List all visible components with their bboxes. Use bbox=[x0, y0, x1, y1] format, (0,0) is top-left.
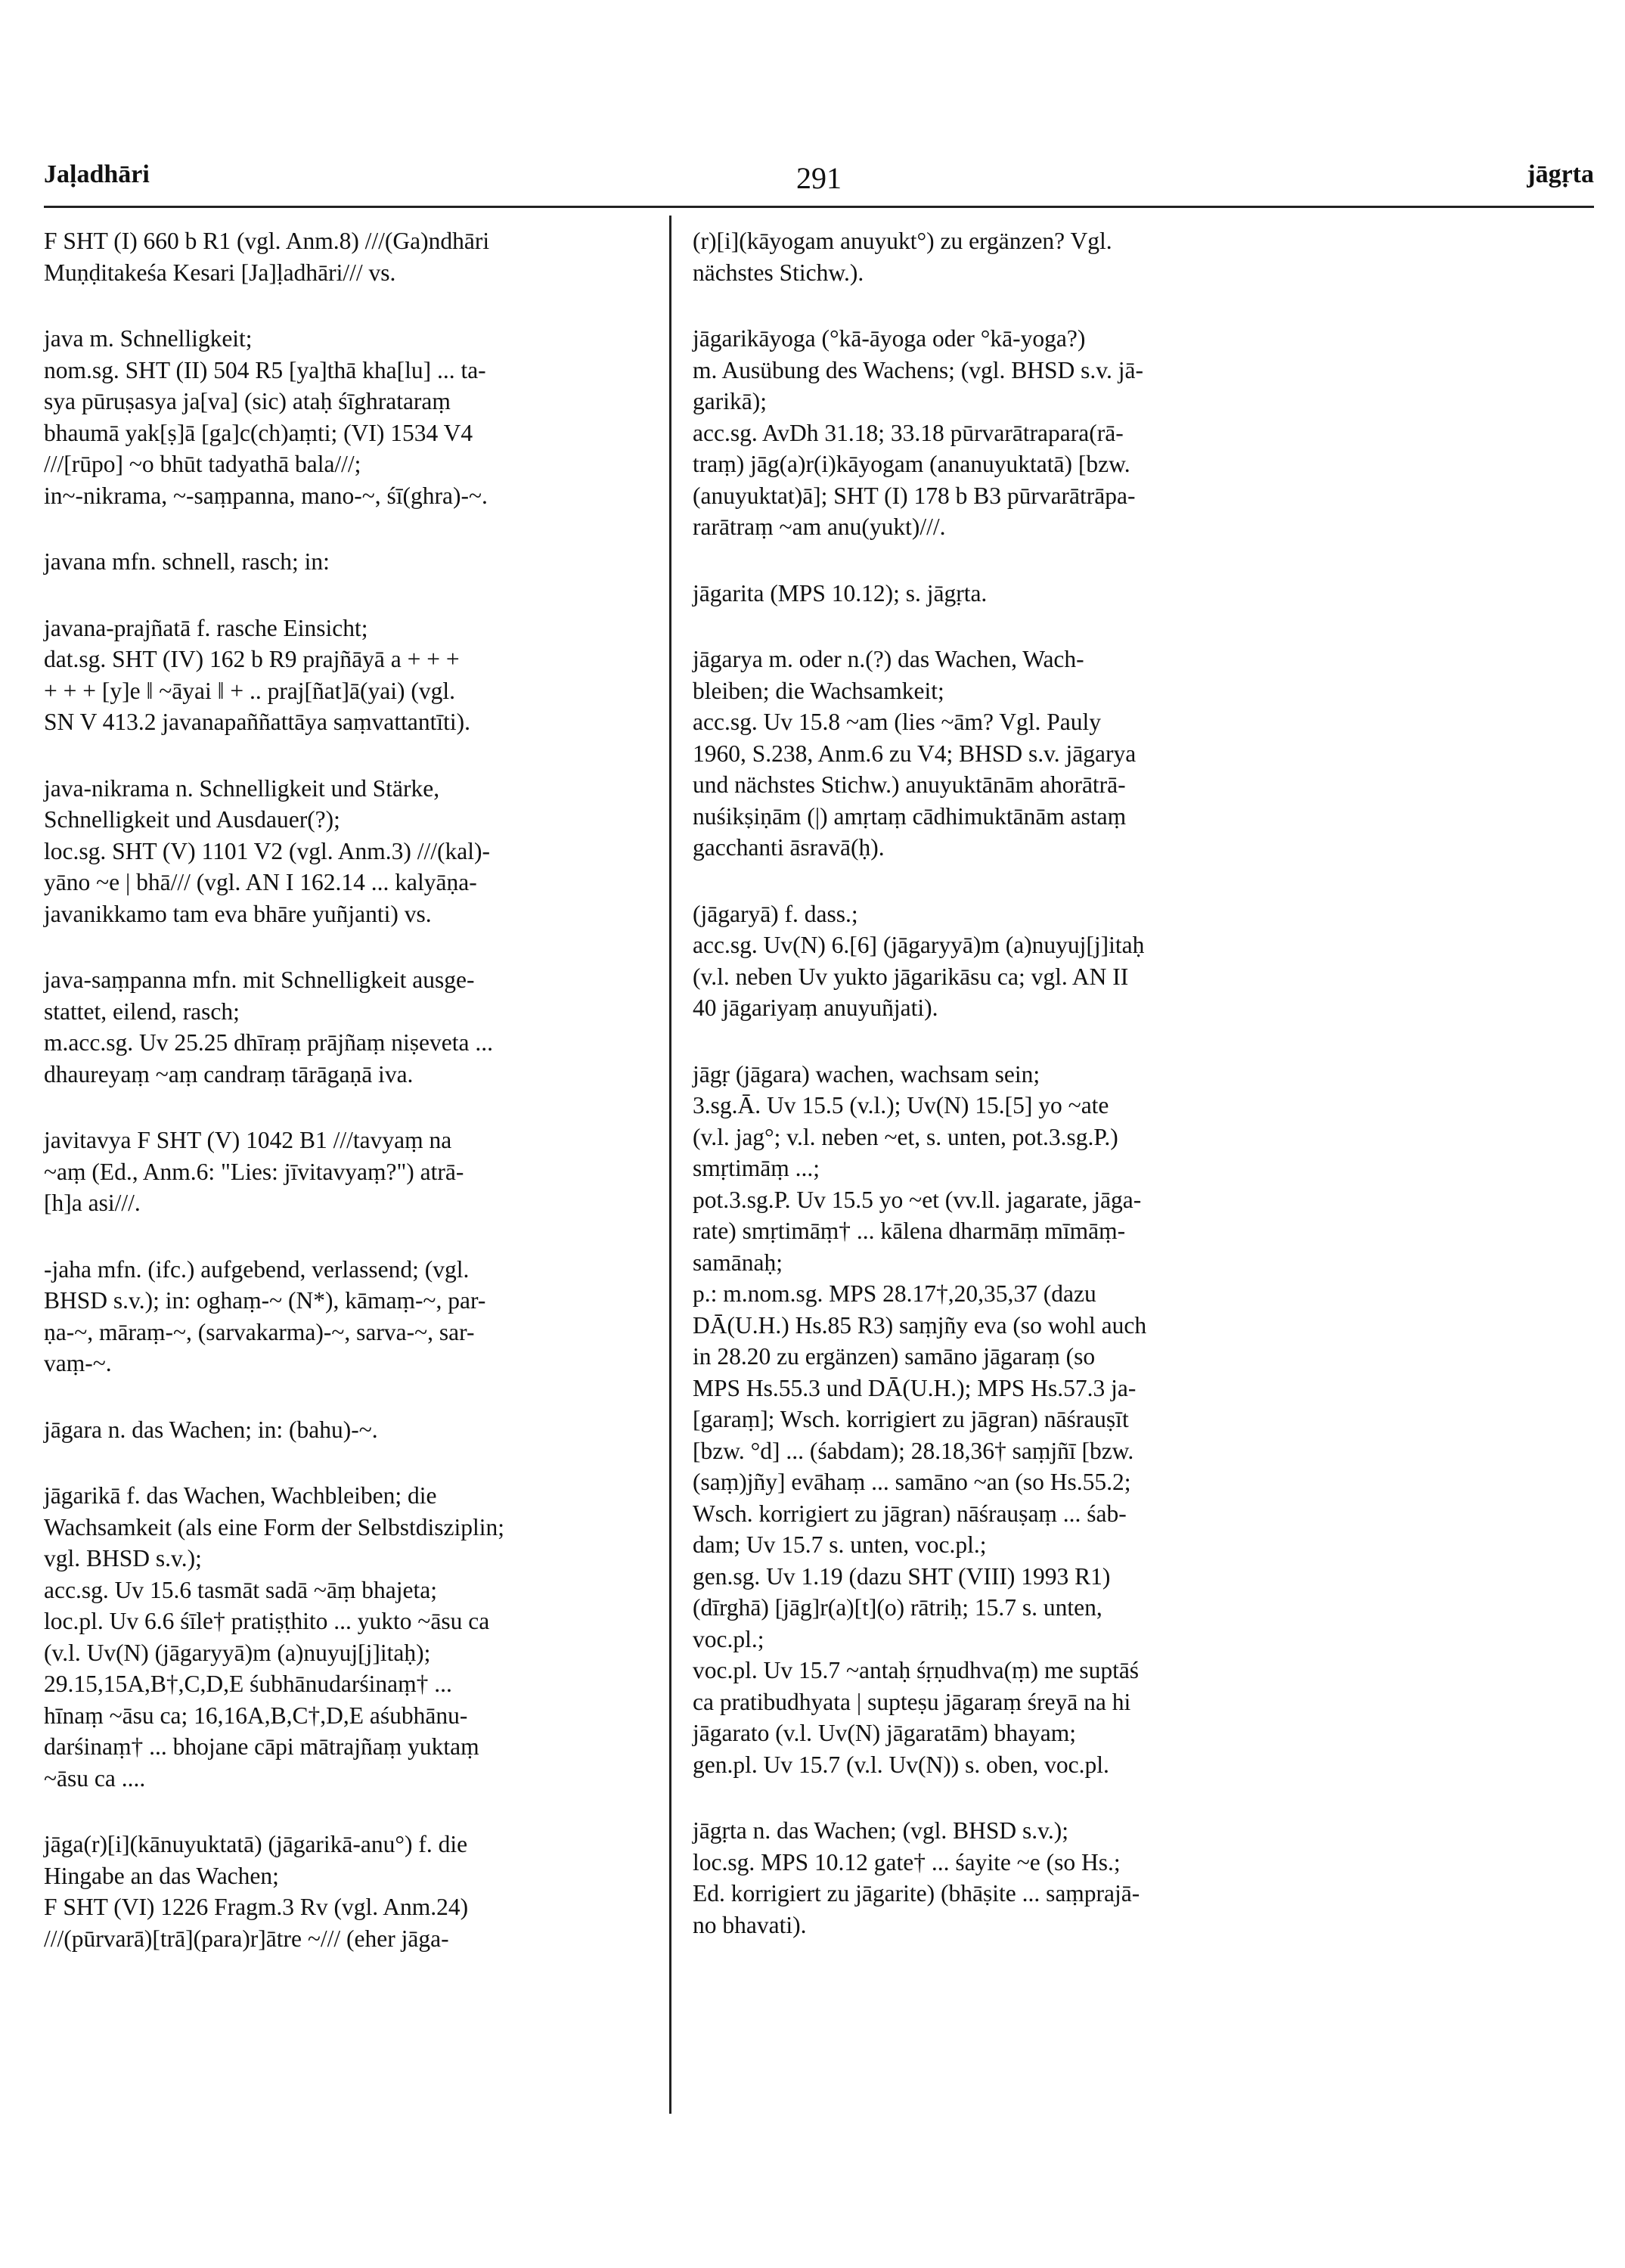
dictionary-entry bbox=[44, 323, 662, 511]
entry-line: ///[rūpo] ~o bhūt tadyathā bala///; bbox=[44, 451, 361, 477]
entry-line: SN V 413.2 javanapaññattāya saṃvattantīti). bbox=[44, 709, 470, 735]
entry-line: BHSD s.v.); in: oghaṃ-~ (N*), kāmaṃ-~, par- bbox=[44, 1287, 486, 1314]
entry-headline: (r)[i](kāyogam anuyukt°) zu ergänzen? Vgl. bbox=[693, 228, 1112, 254]
entry-line: Wsch. korrigiert zu jāgran) nāśrauṣaṃ ... śab- bbox=[693, 1500, 1127, 1527]
entry-line: hīnaṃ ~āsu ca; 16,16A,B,C†,D,E aśubhānu- bbox=[44, 1702, 468, 1729]
dictionary-entry bbox=[44, 1480, 662, 1794]
entry-line: voc.pl. Uv 15.7 ~antaḥ śṛṇudhva(ṃ) me suptāś bbox=[693, 1657, 1140, 1683]
entry-line: traṃ) jāg(a)r(i)kāyogam (ananuyuktatā) [bzw. bbox=[693, 451, 1130, 477]
entry-headline: javitavya F SHT (V) 1042 B1 ///tavyaṃ na bbox=[44, 1127, 452, 1153]
entry-line: yāno ~e | bhā/// (vgl. AN I 162.14 ... kalyāṇa- bbox=[44, 869, 477, 895]
entry-line: ~aṃ (Ed., Anm.6: "Lies: jīvitavyaṃ?") atrā- bbox=[44, 1158, 464, 1185]
entry-line: [bzw. °d] ... (śabdam); 28.18,36† saṃjñī [bzw. bbox=[693, 1437, 1134, 1464]
entry-line: 29.15,15A,B†,C,D,E śubhānudarśinaṃ† ... bbox=[44, 1671, 452, 1697]
column-divider bbox=[669, 216, 671, 2114]
entry-line: gen.sg. Uv 1.19 (dazu SHT (VIII) 1993 R1) bbox=[693, 1562, 1111, 1590]
entry-line: (v.l. Uv(N) (jāgaryyā)m (a)nuyuj[j]itaḥ); bbox=[44, 1639, 431, 1666]
dictionary-entry bbox=[44, 773, 662, 930]
entry-line: rarātraṃ ~am anu(yukt)///. bbox=[693, 513, 946, 540]
entry-headline: java-saṃpanna mfn. mit Schnelligkeit ausge- bbox=[44, 966, 475, 993]
entry-line: nächstes Stichw.). bbox=[693, 259, 864, 286]
dictionary-entry bbox=[44, 225, 662, 288]
entry-line: 3.sg.Ā. Uv 15.5 (v.l.); Uv(N) 15.[5] yo ~ate bbox=[693, 1092, 1109, 1118]
entry-line: Hingabe an das Wachen; bbox=[44, 1862, 279, 1889]
entry-line: (v.l. neben Uv yukto jāgarikāsu ca; vgl. AN II bbox=[693, 963, 1129, 990]
entry-line: bleiben; die Wachsamkeit; bbox=[693, 677, 944, 704]
entry-line: F SHT (VI) 1226 Fragm.3 Rv (vgl. Anm.24) bbox=[44, 1894, 469, 1920]
entry-line: jāgarato (v.l. Uv(N) jāgaratām) bhayam; bbox=[693, 1720, 1076, 1746]
entry-line: loc.pl. Uv 6.6 śīle† pratiṣṭhito ... yukto ~āsu ca bbox=[44, 1608, 490, 1634]
entry-headline: jāgṛta n. das Wachen; (vgl. BHSD s.v.); bbox=[693, 1817, 1069, 1844]
entry-headline: javana-prajñatā f. rasche Einsicht; bbox=[44, 614, 368, 641]
entry-line: 40 jāgariyaṃ anuyuñjati). bbox=[693, 994, 938, 1021]
entry-line: (v.l. jag°; v.l. neben ~et, s. unten, pot.3.sg.P.) bbox=[693, 1123, 1118, 1150]
entry-line: pot.3.sg.P. Uv 15.5 yo ~et (vv.ll. jagarate, jāga- bbox=[693, 1186, 1142, 1213]
dictionary-entry bbox=[693, 1059, 1592, 1781]
entry-line: loc.sg. SHT (V) 1101 V2 (vgl. Anm.3) ///(kal)- bbox=[44, 837, 490, 864]
entry-line: (saṃ)jñy] evāhaṃ ... samāno ~an (so Hs.55.2; bbox=[693, 1469, 1131, 1495]
entry-line: nuśikṣiṇām (|) amṛtaṃ cādhimuktānām astaṃ bbox=[693, 802, 1127, 830]
entry-headline: (jāgaryā) f. dass.; bbox=[693, 900, 858, 927]
entry-line: MPS Hs.55.3 und DĀ(U.H.); MPS Hs.57.3 ja- bbox=[693, 1374, 1137, 1401]
dictionary-entry bbox=[693, 644, 1592, 864]
header-rule bbox=[44, 206, 1594, 208]
entry-headline: F SHT (I) 660 b R1 (vgl. Anm.8) ///(Ga)ndhāri bbox=[44, 228, 490, 254]
dictionary-entry bbox=[693, 898, 1592, 1024]
entry-line: [h]a asi///. bbox=[44, 1190, 141, 1216]
entry-line: dat.sg. SHT (IV) 162 b R9 prajñāyā a + + + bbox=[44, 646, 460, 672]
entry-line: voc.pl.; bbox=[693, 1625, 764, 1652]
running-header bbox=[44, 160, 1594, 206]
entry-line: m. Ausübung des Wachens; (vgl. BHSD s.v. jā- bbox=[693, 356, 1143, 383]
entry-line: gen.pl. Uv 15.7 (v.l. Uv(N)) s. oben, voc.pl. bbox=[693, 1751, 1109, 1778]
entry-line: DĀ(U.H.) Hs.85 R3) saṃjñy eva (so wohl auch bbox=[693, 1311, 1147, 1339]
entry-headline: jāgarita (MPS 10.12); s. jāgṛta. bbox=[693, 579, 988, 607]
entry-line: gacchanti āsravā(ḥ). bbox=[693, 834, 885, 861]
entry-line: dhaureyaṃ ~aṃ candraṃ tārāgaṇā iva. bbox=[44, 1060, 414, 1087]
entry-headline: jāgarikā f. das Wachen, Wachbleiben; die bbox=[44, 1482, 437, 1509]
entry-headline: javana mfn. schnell, rasch; in: bbox=[44, 548, 330, 575]
entry-line: nom.sg. SHT (II) 504 R5 [ya]thā kha[lu] ... ta- bbox=[44, 356, 486, 383]
entry-line: acc.sg. Uv 15.8 ~am (lies ~ām? Vgl. Pauly bbox=[693, 709, 1102, 735]
dictionary-entry bbox=[693, 225, 1592, 288]
entry-line: loc.sg. MPS 10.12 gate† ... śayite ~e (so Hs.; bbox=[693, 1848, 1121, 1876]
entry-line: darśinaṃ† ... bhojane cāpi mātrajñaṃ yuktaṃ bbox=[44, 1733, 479, 1760]
entry-line: vgl. BHSD s.v.); bbox=[44, 1545, 202, 1571]
left-column bbox=[44, 225, 662, 1989]
entry-headline: jāgara n. das Wachen; in: (bahu)-~. bbox=[44, 1416, 378, 1443]
entry-headline: -jaha mfn. (ifc.) aufgebend, verlassend; (vgl. bbox=[44, 1255, 470, 1283]
entry-line: acc.sg. Uv 15.6 tasmāt sadā ~āṃ bhajeta; bbox=[44, 1576, 437, 1603]
entry-line: p.: m.nom.sg. MPS 28.17†,20,35,37 (dazu bbox=[693, 1280, 1096, 1307]
entry-headline: jāga(r)[i](kānuyuktatā) (jāgarikā-anu°) f. die bbox=[44, 1831, 468, 1857]
entry-headline: jāgṛ (jāgara) wachen, wachsam sein; bbox=[693, 1060, 1040, 1087]
entry-line: acc.sg. AvDh 31.18; 33.18 pūrvarātrapara(rā- bbox=[693, 419, 1124, 446]
entry-line: ///(pūrvarā)[trā](para)r]ātre ~/// (eher jāga- bbox=[44, 1925, 449, 1952]
dictionary-entry bbox=[693, 323, 1592, 543]
header-left-catchword: Jaḷadhāri bbox=[44, 160, 150, 188]
entry-line: ~āsu ca .... bbox=[44, 1764, 146, 1792]
entry-line: in~-nikrama, ~-saṃpanna, mano-~, śī(ghra)-~. bbox=[44, 482, 488, 509]
entry-line: und nächstes Stichw.) anuyuktānām ahorātrā- bbox=[693, 771, 1126, 798]
entry-line: (anuyuktat)ā]; SHT (I) 178 b B3 pūrvarātrāpa- bbox=[693, 482, 1136, 509]
entry-headline: java-nikrama n. Schnelligkeit und Stärke, bbox=[44, 774, 440, 802]
entry-line: acc.sg. Uv(N) 6.[6] (jāgaryyā)m (a)nuyuj[j]itaḥ bbox=[693, 932, 1145, 958]
header-right-catchword: jāgṛta bbox=[1527, 160, 1594, 188]
dictionary-entry bbox=[44, 613, 662, 738]
entry-line: m.acc.sg. Uv 25.25 dhīraṃ prājñaṃ niṣeveta ... bbox=[44, 1029, 493, 1056]
entry-line: ca pratibudhyata | supteṣu jāgaraṃ śreyā na hi bbox=[693, 1688, 1131, 1715]
entry-line: 1960, S.238, Anm.6 zu V4; BHSD s.v. jāgarya bbox=[693, 740, 1137, 767]
dictionary-entry bbox=[44, 1125, 662, 1219]
entry-line: garikā); bbox=[693, 388, 767, 414]
dictionary-entry bbox=[44, 1254, 662, 1379]
dictionary-entry bbox=[44, 964, 662, 1090]
entry-line: Schnelligkeit und Ausdauer(?); bbox=[44, 806, 340, 833]
entry-headline: jāgarikāyoga (°kā-āyoga oder °kā-yoga?) bbox=[693, 325, 1086, 352]
dictionary-entry bbox=[44, 1829, 662, 1954]
dictionary-entry bbox=[44, 1414, 662, 1446]
entry-line: dam; Uv 15.7 s. unten, voc.pl.; bbox=[693, 1531, 987, 1558]
entry-line: Wachsamkeit (als eine Form der Selbstdisziplin; bbox=[44, 1513, 504, 1540]
entry-line: in 28.20 zu ergänzen) samāno jāgaraṃ (so bbox=[693, 1343, 1096, 1370]
entry-line: ṇa-~, māraṃ-~, (sarvakarma)-~, sarva-~, sar- bbox=[44, 1318, 475, 1345]
entry-line: vaṃ-~. bbox=[44, 1350, 112, 1376]
entry-line: javanikkamo tam eva bhāre yuñjanti) vs. bbox=[44, 900, 432, 927]
entry-line: bhaumā yak[ṣ]ā [ga]c(ch)aṃti; (VI) 1534 V4 bbox=[44, 419, 473, 446]
entry-line: samānaḥ; bbox=[693, 1249, 783, 1276]
entry-line: sya pūruṣasya ja[va] (sic) ataḥ śīghrataraṃ bbox=[44, 388, 451, 414]
entry-line: stattet, eilend, rasch; bbox=[44, 997, 240, 1025]
page-number: 291 bbox=[796, 161, 842, 195]
entry-line: + + + [y]e ‖ ~āyai ‖ + .. praj[ñat]ā(yai) (vgl. bbox=[44, 677, 455, 704]
dictionary-entry bbox=[44, 546, 662, 578]
entry-headline: java m. Schnelligkeit; bbox=[44, 325, 253, 352]
right-column bbox=[693, 225, 1592, 1975]
entry-headline: jāgarya m. oder n.(?) das Wachen, Wach- bbox=[693, 646, 1084, 672]
entry-line: (dīrghā) [jāg]r(a)[t](o) rātriḥ; 15.7 s. unten, bbox=[693, 1594, 1102, 1621]
entry-line: smṛtimāṃ ...; bbox=[693, 1155, 820, 1181]
entry-line: [garaṃ]; Wsch. korrigiert zu jāgran) nāśrauṣīt bbox=[693, 1406, 1129, 1432]
entry-line: rate) smṛtimāṃ† ... kālena dharmāṃ mīmāṃ- bbox=[693, 1218, 1126, 1244]
entry-line: no bhavati). bbox=[693, 1911, 807, 1938]
dictionary-entry bbox=[693, 1815, 1592, 1941]
entry-line: Ed. korrigiert zu jāgarite) (bhāṣite ... saṃprajā- bbox=[693, 1880, 1140, 1907]
entry-line: Muṇḍitakeśa Kesari [Ja]ḷadhāri/// vs. bbox=[44, 259, 396, 286]
dictionary-entry bbox=[693, 578, 1592, 610]
